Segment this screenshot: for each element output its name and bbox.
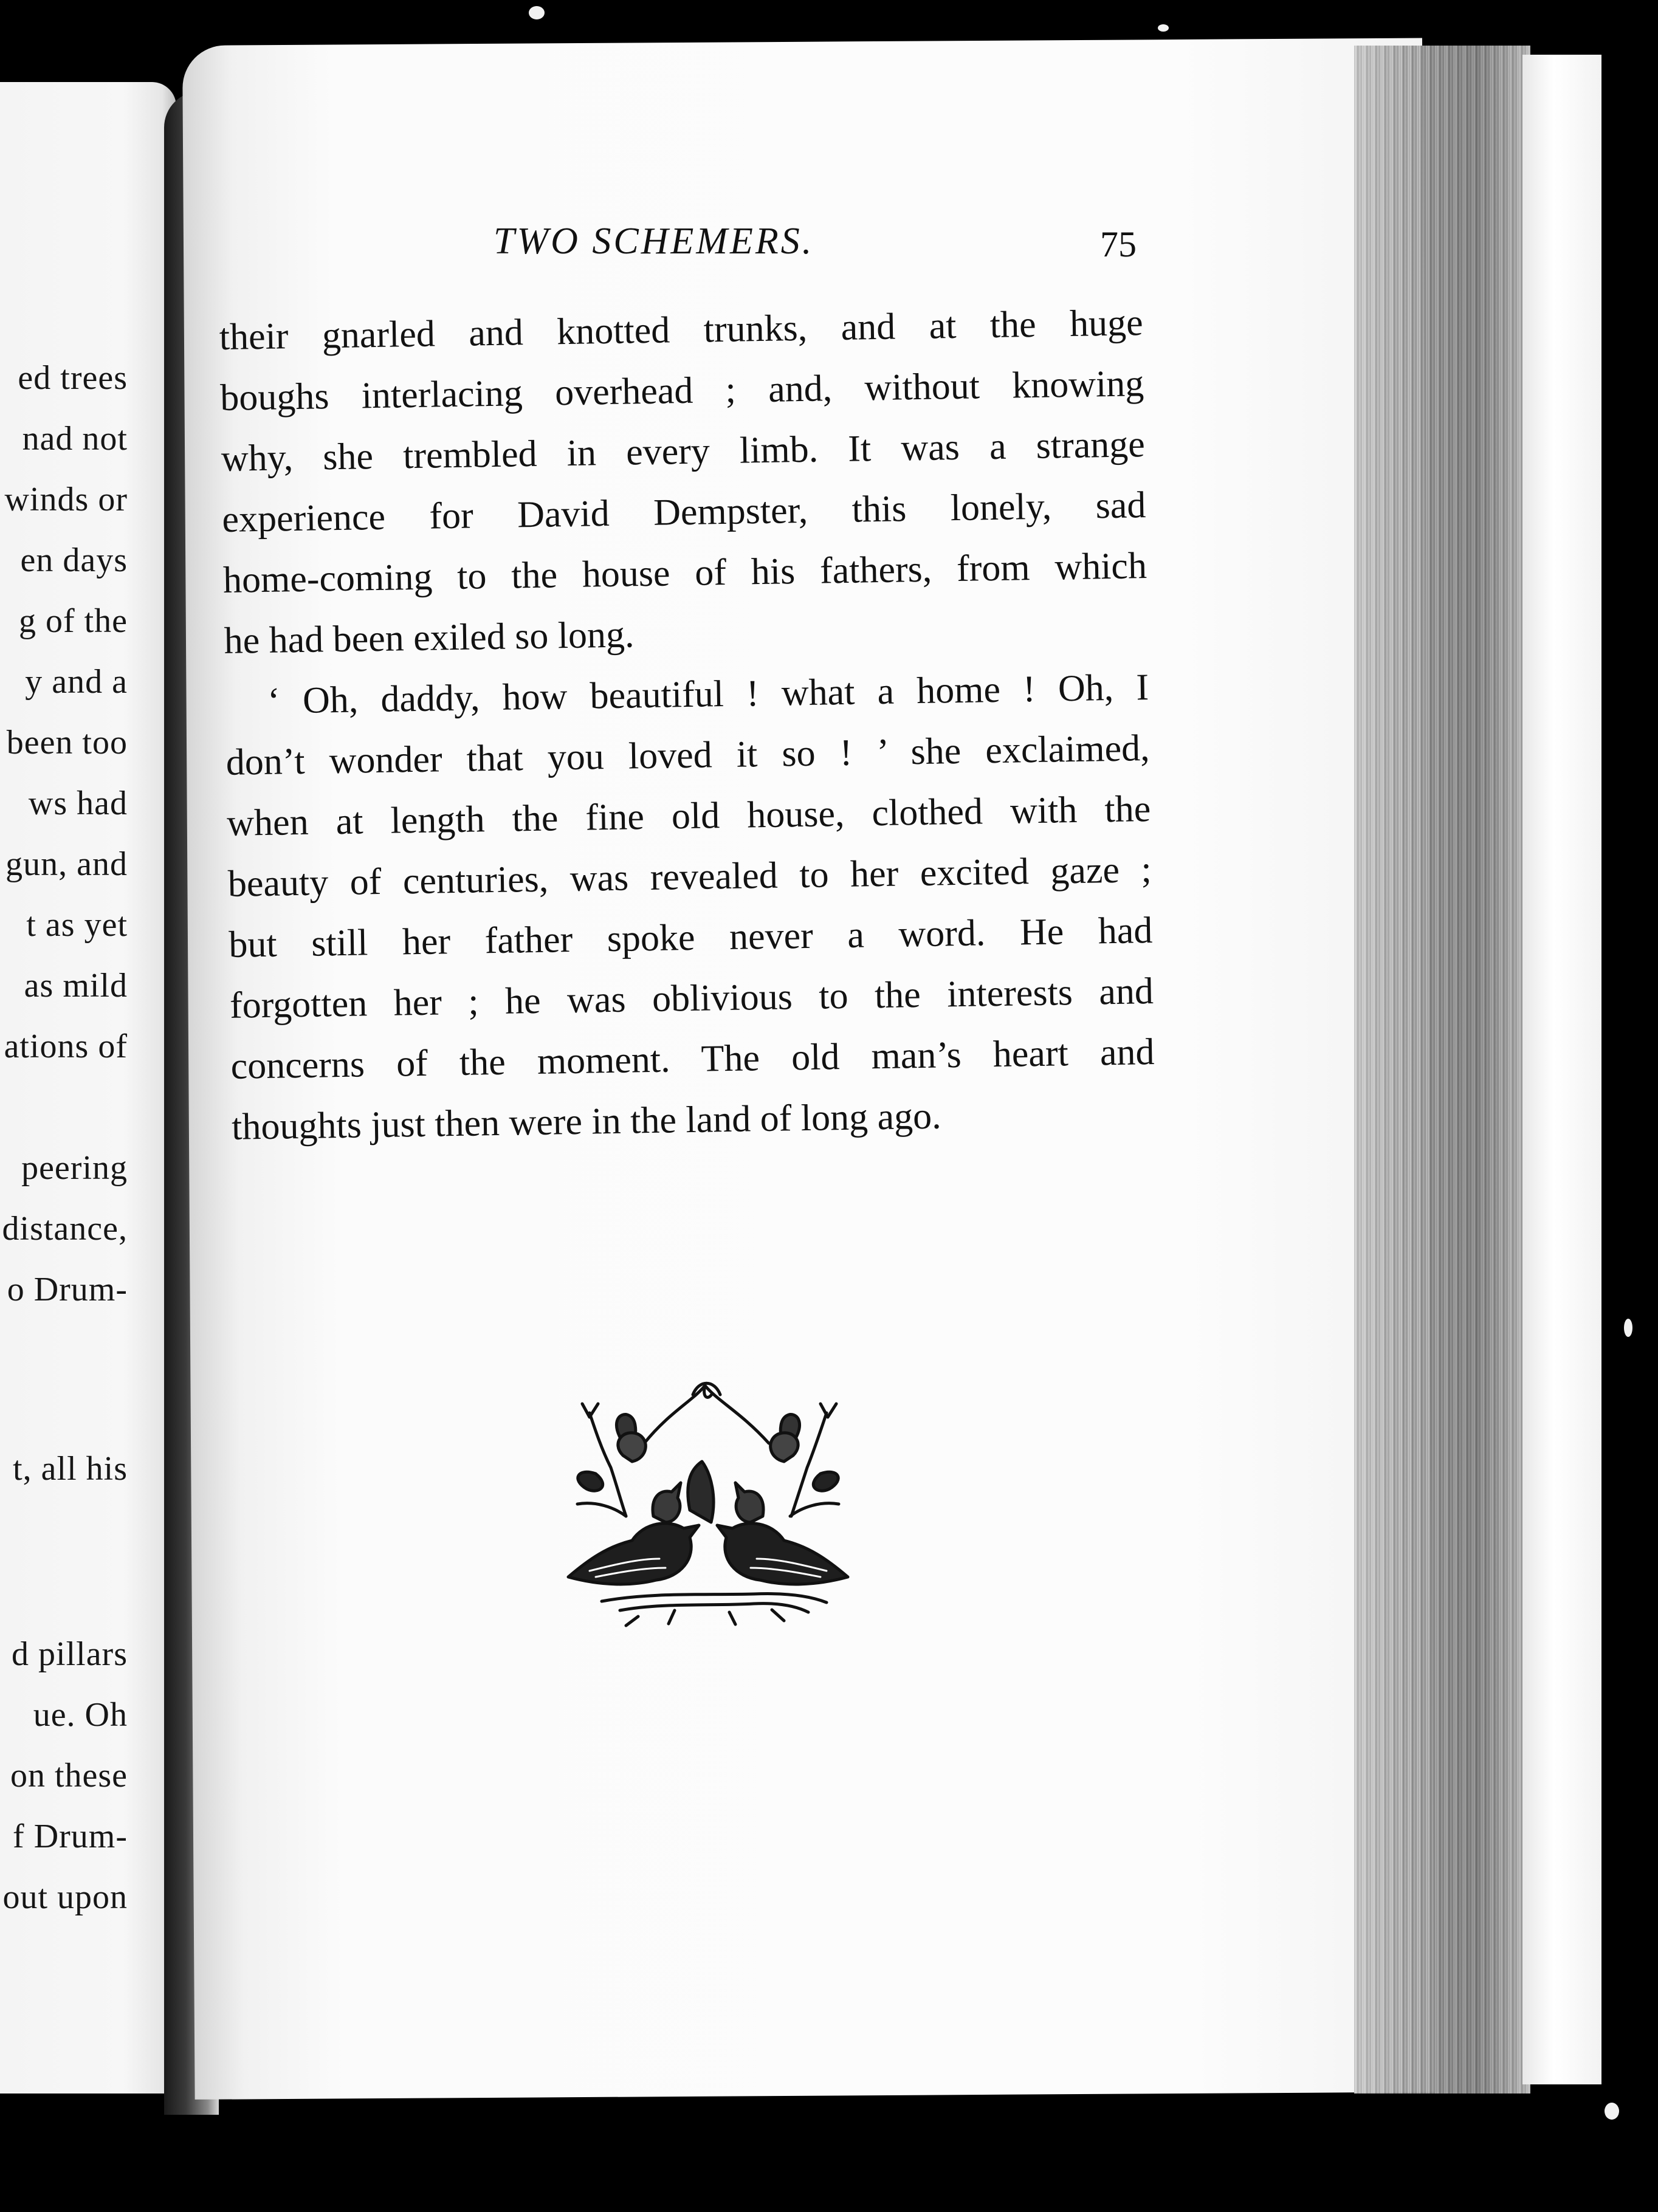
text-line: ‘ Oh, daddy, how beautiful ! what a home ! Oh, I bbox=[267, 667, 1149, 722]
left-page-fragment: ed trees bbox=[18, 359, 128, 397]
page-stack-shade bbox=[1354, 46, 1530, 2094]
text-line: boughs interlacing overhead ; and, without knowing bbox=[219, 363, 1144, 419]
left-page-fragment: ations of bbox=[4, 1028, 128, 1065]
left-page-fragment: f Drum- bbox=[13, 1818, 128, 1855]
bird-nest-tailpiece-icon bbox=[553, 1376, 863, 1632]
text-line: beauty of centuries, was revealed to her excited gaze ; bbox=[227, 849, 1152, 905]
text-line: their gnarled and knotted trunks, and at the huge bbox=[219, 302, 1144, 358]
left-page-fragment: distance, bbox=[2, 1210, 128, 1248]
page-stack-highlight bbox=[1522, 55, 1601, 2084]
text-line: home-coming to the house of his fathers, from which bbox=[222, 545, 1147, 601]
left-page-fragment: ue. Oh bbox=[33, 1696, 128, 1734]
left-page-fragment: as mild bbox=[24, 967, 128, 1005]
text-line: but still her father spoke never a word. He had bbox=[228, 909, 1153, 966]
scan-speck bbox=[529, 6, 545, 19]
left-page-fragment: y and a bbox=[25, 663, 128, 701]
left-page-fragment: g of the bbox=[18, 602, 128, 640]
left-page-fragment: t as yet bbox=[26, 906, 128, 944]
left-facing-page bbox=[0, 82, 176, 2094]
left-page-fragment: on these bbox=[10, 1757, 128, 1795]
running-head: TWO SCHEMERS. bbox=[494, 221, 814, 262]
left-page-fragment: out upon bbox=[2, 1878, 128, 1916]
scan-speck bbox=[1624, 1319, 1632, 1337]
left-page-fragment: winds or bbox=[4, 481, 128, 518]
page-number: 75 bbox=[1100, 224, 1137, 264]
left-page-fragment: peering bbox=[21, 1149, 128, 1187]
left-page-fragment: gun, and bbox=[5, 845, 128, 883]
scan-speck bbox=[1605, 2103, 1619, 2120]
left-page-fragment: nad not bbox=[22, 420, 128, 458]
body-text bbox=[219, 292, 1180, 1157]
left-page-fragment: ws had bbox=[28, 785, 128, 822]
left-page-fragment: o Drum- bbox=[7, 1271, 128, 1308]
text-line: concerns of the moment. The old man’s heart and bbox=[230, 1031, 1155, 1087]
left-page-fragment: been too bbox=[6, 724, 128, 761]
left-page-fragment: d pillars bbox=[12, 1635, 128, 1673]
text-line: don’t wonder that you loved it so ! ’ she exclaimed, bbox=[225, 727, 1151, 783]
text-line: he had been exiled so long. bbox=[224, 614, 635, 662]
text-line: why, she trembled in every limb. It was a strange bbox=[221, 424, 1146, 479]
left-page-fragment: en days bbox=[20, 541, 128, 579]
text-line: experience for David Dempster, this lonely, sad bbox=[221, 484, 1146, 540]
scan-speck bbox=[1158, 24, 1169, 32]
text-line: when at length the fine old house, clothed with the bbox=[226, 788, 1151, 844]
text-line: forgotten her ; he was oblivious to the interests and bbox=[229, 970, 1154, 1026]
left-page-fragment: t, all his bbox=[13, 1450, 128, 1488]
text-line: thoughts just then were in the land of long ago. bbox=[231, 1095, 942, 1148]
